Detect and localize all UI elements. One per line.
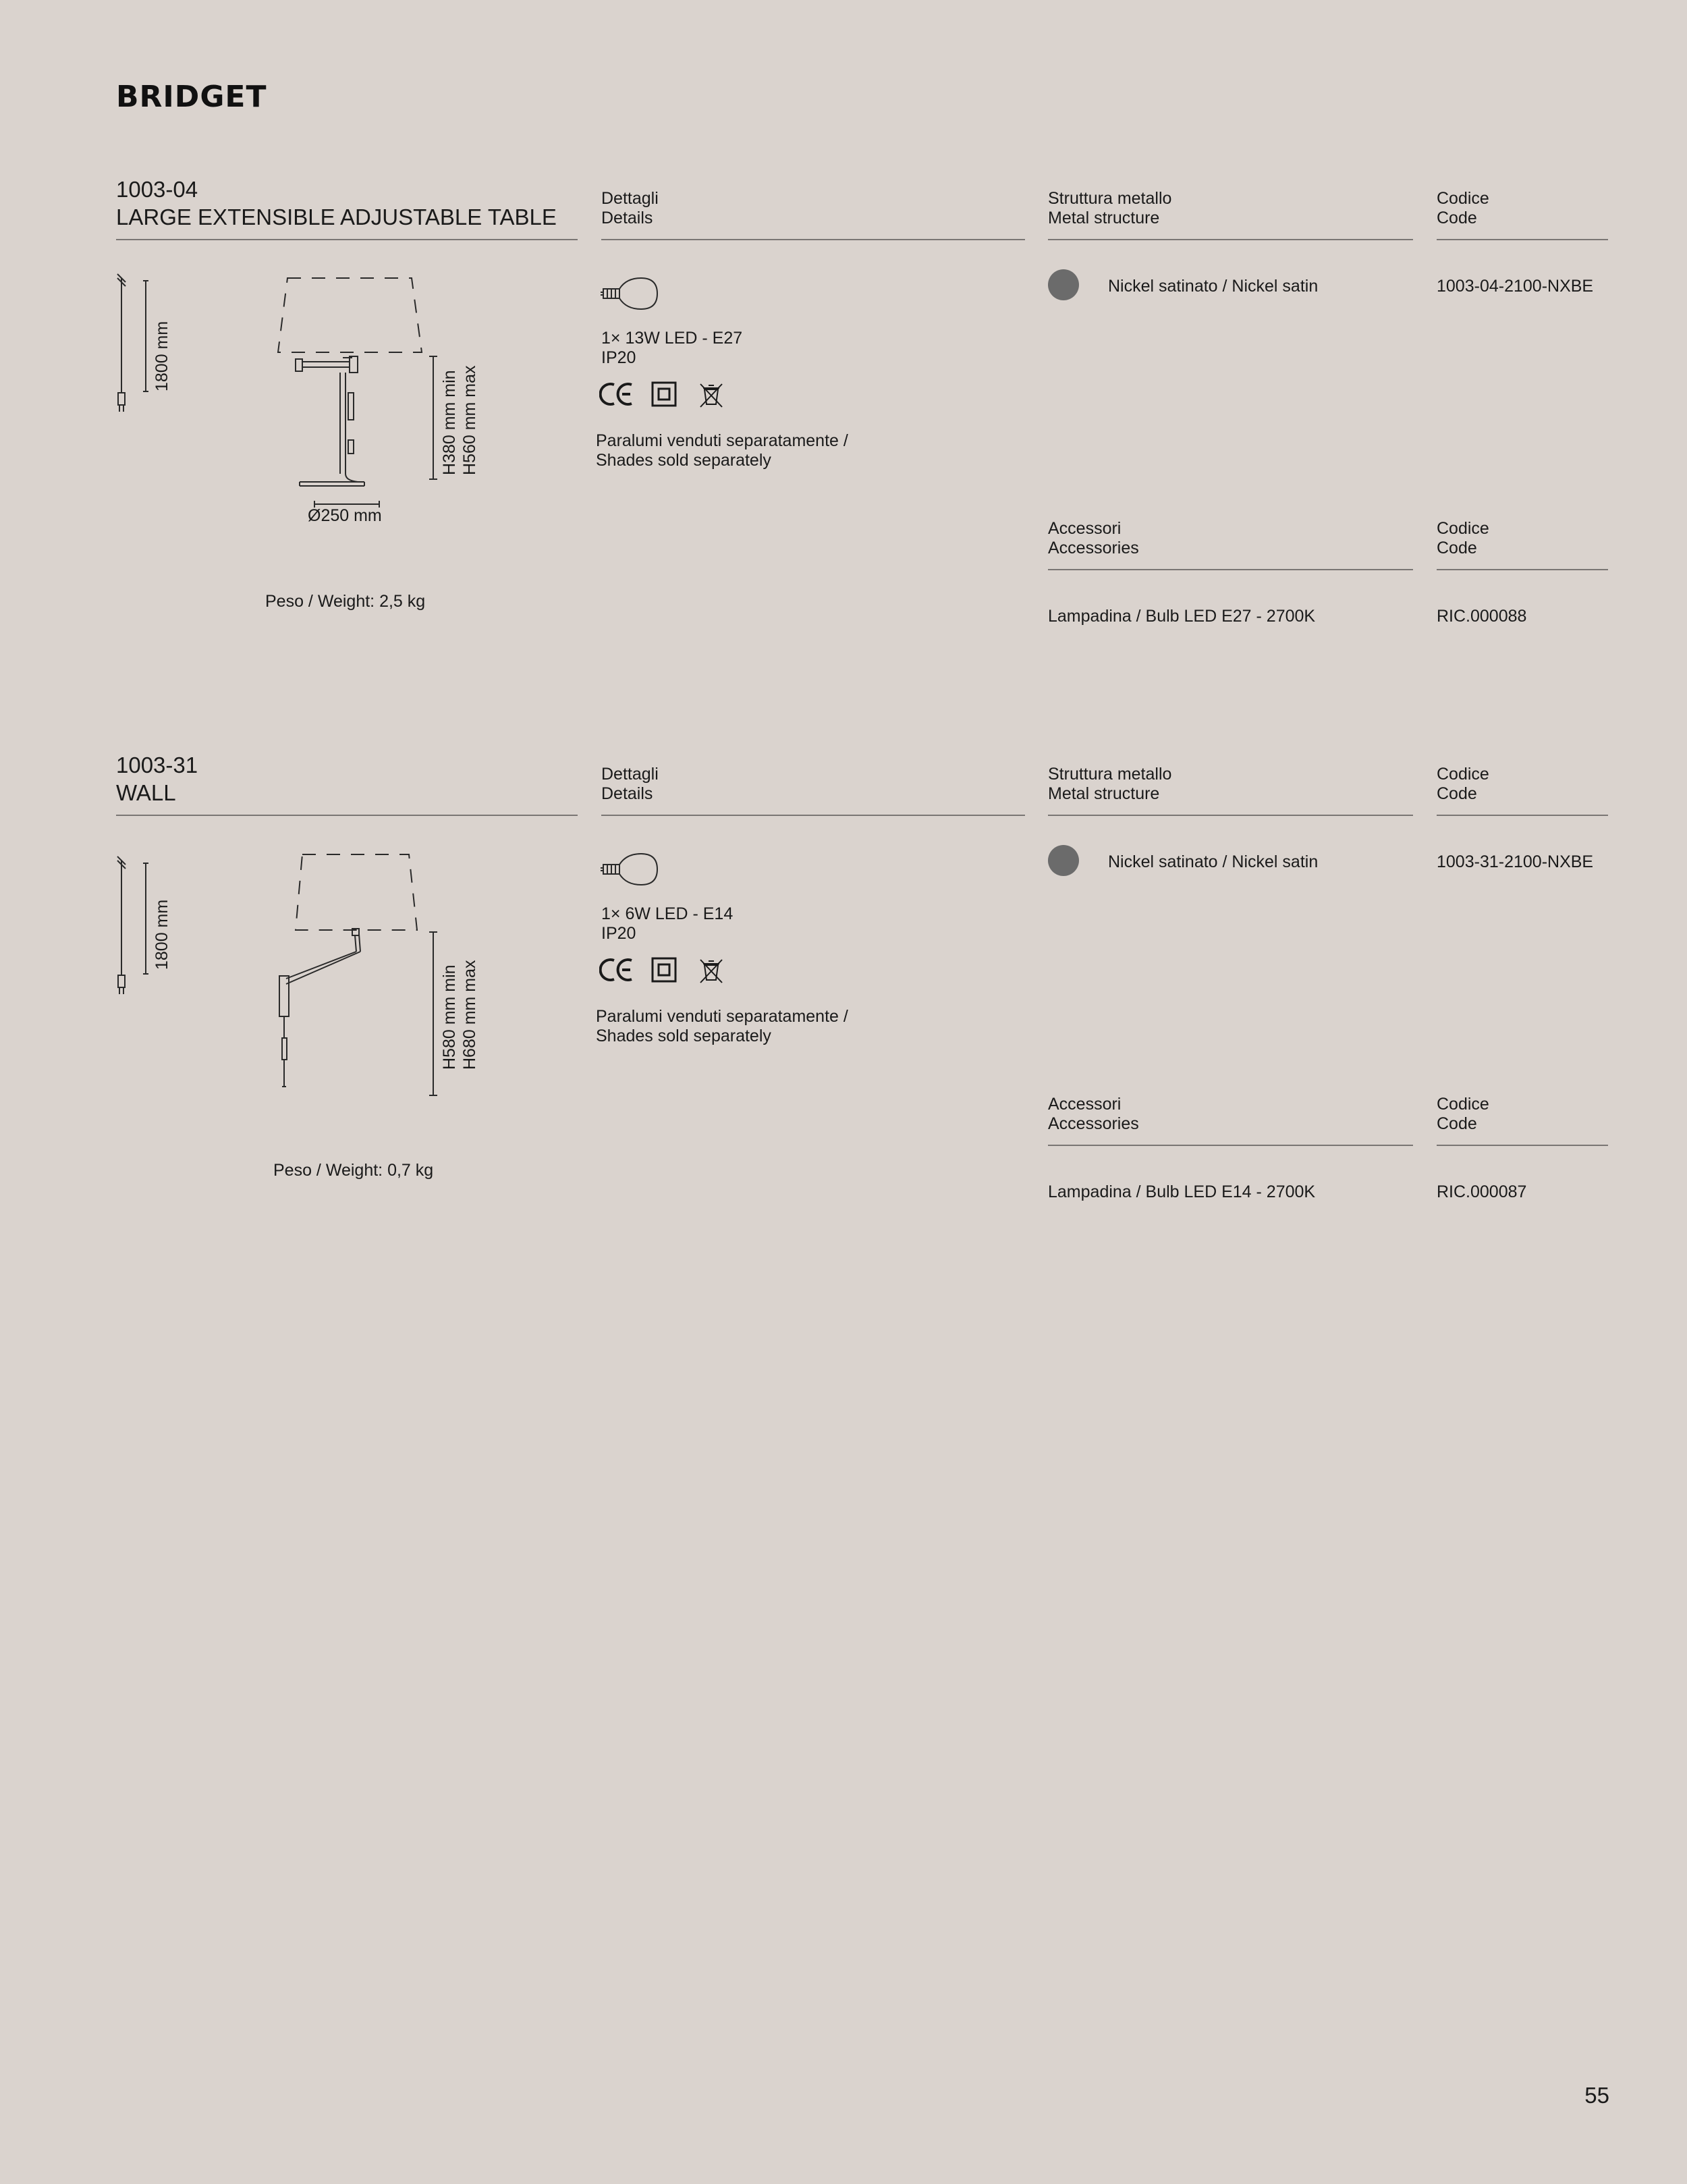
product-code: 1003-04 [116,177,198,202]
weee-bin-icon [698,957,725,984]
divider [1048,239,1413,240]
divider [601,239,1025,240]
page-number: 55 [1584,2083,1609,2108]
divider [601,815,1025,816]
finish-label: Nickel satinato / Nickel satin [1108,852,1319,871]
diameter-label: Ø250 mm [308,506,382,525]
structure-header: Struttura metallo Metal structure [1048,765,1172,803]
divider [1437,239,1608,240]
details-header: Dettagli Details [601,189,659,227]
divider [1048,1145,1413,1146]
code-header: Codice Code [1437,189,1489,227]
brand-title: BRIDGET [116,80,267,114]
double-insulation-icon [651,381,677,407]
height-max-label: H680 mm max [460,960,479,1070]
ip-rating: IP20 [601,924,636,943]
height-dimension-line [426,354,440,482]
product-section-1003-31 [0,753,1687,1292]
lamp-spec: 1× 6W LED - E14 [601,904,734,923]
accessory-name: Lampadina / Bulb LED E14 - 2700K [1048,1182,1316,1201]
wall-lamp-drawing [270,850,445,1093]
details-header: Dettagli Details [601,765,659,803]
shades-note: Paralumi venduti separatamente / Shades sold separately [596,1007,848,1045]
weight-label: Peso / Weight: 2,5 kg [265,592,426,611]
weee-bin-icon [698,381,725,408]
finish-label: Nickel satinato / Nickel satin [1108,277,1319,296]
height-min-label: H580 mm min [440,964,459,1070]
divider [1437,1145,1608,1146]
product-section-1003-04 [0,177,1687,717]
accessories-header: Accessori Accessories [1048,519,1139,557]
divider [116,815,578,816]
accessories-code-header: Codice Code [1437,519,1489,557]
table-lamp-drawing [270,271,445,514]
finish-code: 1003-31-2100-NXBE [1437,852,1594,871]
accessories-header: Accessori Accessories [1048,1095,1139,1133]
accessory-code: RIC.000088 [1437,607,1527,626]
accessory-name: Lampadina / Bulb LED E27 - 2700K [1048,607,1316,626]
lamp-spec: 1× 13W LED - E27 [601,329,743,348]
cable-length-label: 1800 mm [153,321,171,391]
cable-length-label: 1800 mm [153,899,171,970]
height-dimension-line [426,929,440,1098]
accessories-code-header: Codice Code [1437,1095,1489,1133]
finish-swatch [1048,845,1079,876]
product-name: WALL [116,780,176,805]
product-code: 1003-31 [116,753,198,777]
bulb-icon [599,851,660,888]
divider [116,239,578,240]
shades-note: Paralumi venduti separatamente / Shades sold separately [596,431,848,470]
bulb-icon [599,275,660,312]
finish-swatch [1048,269,1079,300]
code-header: Codice Code [1437,765,1489,803]
weight-label: Peso / Weight: 0,7 kg [273,1161,434,1180]
finish-code: 1003-04-2100-NXBE [1437,277,1594,296]
product-name: LARGE EXTENSIBLE ADJUSTABLE TABLE [116,204,557,229]
double-insulation-icon [651,957,677,983]
structure-header: Struttura metallo Metal structure [1048,189,1172,227]
divider [1437,815,1608,816]
height-max-label: H560 mm max [460,365,479,475]
ce-mark-icon [599,957,634,983]
ce-mark-icon [599,381,634,407]
divider [1048,815,1413,816]
divider [1437,569,1608,570]
ip-rating: IP20 [601,348,636,367]
divider [1048,569,1413,570]
accessory-code: RIC.000087 [1437,1182,1527,1201]
height-min-label: H380 mm min [440,370,459,475]
